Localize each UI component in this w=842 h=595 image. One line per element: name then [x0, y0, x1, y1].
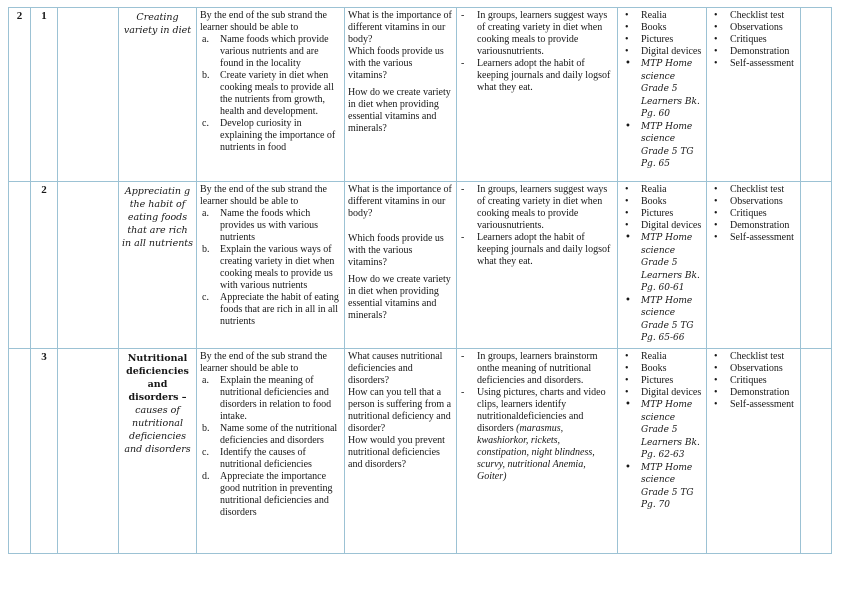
- remarks-cell: [801, 8, 832, 182]
- assessment-item: • Observations: [710, 196, 797, 208]
- lesson-number: 1: [41, 10, 47, 22]
- assessment-item: • Self-assessment: [710, 58, 797, 70]
- learning-resources-cell: [618, 349, 707, 554]
- table-row: [9, 349, 832, 554]
- inquiry-question: Which foods provide us with the various vitamins?: [348, 233, 444, 268]
- lesson-number: 3: [41, 351, 47, 363]
- learning-outcomes-cell: [197, 8, 345, 182]
- outcomes-intro: By the end of the sub strand the learner should be able to: [200, 10, 327, 33]
- resource-item: • Pictures: [621, 34, 703, 46]
- lesson-number: 2: [41, 184, 47, 196]
- outcome-item: b. Create variety in diet when cooking meals to provide all the nutrients from growth, health and development.: [202, 70, 334, 117]
- key-inquiry-cell: [345, 182, 457, 349]
- resource-item: • Digital devices: [621, 387, 703, 399]
- assessment-item: • Observations: [710, 363, 797, 375]
- assessment-cell: [707, 8, 801, 182]
- table-row: [9, 182, 832, 349]
- outcome-item: a. Explain the meaning of nutritional deficiencies and disorders in relation to food intake.: [202, 375, 332, 422]
- inquiry-question: Which foods provide us with the various vitamins?: [348, 46, 444, 81]
- resource-item: • MTP Home science Grade 5 TG Pg. 65-66: [621, 295, 703, 345]
- remarks-cell: [801, 182, 832, 349]
- key-inquiry-cell: [345, 349, 457, 554]
- assessment-item: • Checklist test: [710, 184, 797, 196]
- substrand-title: causes of nutritional deficiencies and disorders: [124, 405, 191, 455]
- learning-outcomes-cell: [197, 349, 345, 554]
- substrand-title: Appreciatin g the habit of eating foods that are rich in all nutrients: [122, 186, 194, 249]
- week-number: 2: [16, 10, 23, 22]
- assessment-item: • Critiques: [710, 375, 797, 387]
- resource-item: • Digital devices: [621, 220, 703, 232]
- substrand-cell: [119, 349, 197, 554]
- empty-cell: [58, 349, 119, 554]
- learning-resources-cell: [618, 8, 707, 182]
- experience-item: - Using pictures, charts and video clips, learners identify nutritionaldeficiencies and disorders (marasmus, kwashiorkor, rickets, constipation, night blindness, scurvy, nutritional Anemia, Goiter): [460, 387, 614, 483]
- inquiry-question: How would you prevent nutritional deficiencies and disorders?: [348, 435, 445, 470]
- experience-item: - Learners adopt the habit of keeping journals and daily logsof what they eat.: [460, 58, 614, 94]
- remarks-cell: [801, 349, 832, 554]
- experience-item: - In groups, learners suggest ways of creating variety in diet when cooking meals to provide variousnutrients.: [460, 184, 614, 232]
- resource-item: • Realia: [621, 184, 703, 196]
- empty-cell: [58, 8, 119, 182]
- resource-item: • Pictures: [621, 208, 703, 220]
- outcome-item: c. Appreciate the habit of eating foods that are rich in all in all nutrients: [202, 292, 339, 327]
- learning-experiences-cell: [457, 8, 618, 182]
- learning-resources-cell: [618, 182, 707, 349]
- assessment-item: • Checklist test: [710, 351, 797, 363]
- resource-item: • Realia: [621, 10, 703, 22]
- assessment-item: • Self-assessment: [710, 232, 797, 244]
- resource-item: • MTP Home science Grade 5 TG Pg. 70: [621, 462, 703, 512]
- assessment-item: • Critiques: [710, 34, 797, 46]
- resource-item: • MTP Home science Grade 5 TG Pg. 65: [621, 121, 703, 171]
- substrand-title-bold: Nutritional deficiencies and disorders –: [126, 353, 189, 403]
- lesson-cell: [31, 8, 58, 182]
- substrand-cell: [119, 8, 197, 182]
- outcomes-intro: By the end of the sub strand the learner should be able to: [200, 184, 327, 207]
- outcome-item: c. Develop curiosity in explaining the importance of nutrients in food: [202, 118, 336, 153]
- assessment-item: • Demonstration: [710, 387, 797, 399]
- experience-item-italic: (marasmus, kwashiorkor, rickets, constipation, night blindness, scurvy, nutritional Anemia, Goiter): [477, 423, 595, 482]
- key-inquiry-cell: [345, 8, 457, 182]
- learning-experiences-cell: [457, 349, 618, 554]
- inquiry-question: How do we create variety in diet when providing essential vitamins and minerals?: [348, 274, 451, 321]
- substrand-title: Creating variety in diet: [123, 12, 192, 36]
- resource-item: • Realia: [621, 351, 703, 363]
- empty-cell: [58, 182, 119, 349]
- lesson-cell: [31, 349, 58, 554]
- outcome-item: c. Identify the causes of nutritional deficiencies: [202, 447, 312, 470]
- experience-item: - In groups, learners suggest ways of creating variety in diet when cooking meals to provide variousnutrients.: [460, 10, 614, 58]
- assessment-item: • Demonstration: [710, 220, 797, 232]
- outcomes-intro: By the end of the sub strand the learner should be able to: [200, 351, 327, 374]
- resource-item: • Digital devices: [621, 46, 703, 58]
- resource-item: • Pictures: [621, 375, 703, 387]
- outcome-item: a. Name the foods which provides us with various nutrients: [202, 208, 319, 243]
- resource-item: • Books: [621, 22, 703, 34]
- inquiry-question: How do we create variety in diet when providing essential vitamins and minerals?: [348, 87, 451, 134]
- assessment-cell: [707, 182, 801, 349]
- resource-item: • Books: [621, 363, 703, 375]
- resource-item: • MTP Home science Grade 5 Learners Bk. Pg. 60: [621, 58, 703, 121]
- table-row: [9, 8, 832, 182]
- resource-item: • Books: [621, 196, 703, 208]
- week-cell: [9, 182, 31, 349]
- substrand-cell: [119, 182, 197, 349]
- assessment-item: • Self-assessment: [710, 399, 797, 411]
- resource-item: • MTP Home science Grade 5 Learners Bk. Pg. 62-63: [621, 399, 703, 462]
- resource-item: • MTP Home science Grade 5 Learners Bk. Pg. 60-61: [621, 232, 703, 295]
- outcome-item: b. Name some of the nutritional deficiencies and disorders: [202, 423, 338, 446]
- scheme-of-work-table: [8, 7, 832, 554]
- assessment-cell: [707, 349, 801, 554]
- experience-item: - Learners adopt the habit of keeping journals and daily logsof what they eat.: [460, 232, 614, 268]
- learning-experiences-cell: [457, 182, 618, 349]
- outcome-item: b. Explain the various ways of creating variety in diet when cooking meals to provide us with various nutrients: [202, 244, 335, 291]
- week-cell: [9, 8, 31, 182]
- outcome-item: d. Appreciate the importance good nutrition in preventing nutritional deficiencies and disorders: [202, 471, 333, 518]
- assessment-item: • Critiques: [710, 208, 797, 220]
- assessment-item: • Observations: [710, 22, 797, 34]
- lesson-cell: [31, 182, 58, 349]
- week-cell: [9, 349, 31, 554]
- inquiry-question: What causes nutritional deficiencies and disorders?: [348, 351, 443, 386]
- inquiry-question: How can you tell that a person is suffering from a nutritional deficiency and disorder?: [348, 387, 452, 434]
- inquiry-question: What is the importance of different vitamins in our body?: [348, 184, 452, 219]
- assessment-item: • Checklist test: [710, 10, 797, 22]
- experience-item: - In groups, learners brainstorm onthe meaning of nutritional deficiencies and disorders.: [460, 351, 614, 387]
- inquiry-question: What is the importance of different vitamins in our body?: [348, 10, 452, 45]
- assessment-item: • Demonstration: [710, 46, 797, 58]
- outcome-item: a. Name foods which provide various nutrients and are found in the locality: [202, 34, 329, 69]
- learning-outcomes-cell: [197, 182, 345, 349]
